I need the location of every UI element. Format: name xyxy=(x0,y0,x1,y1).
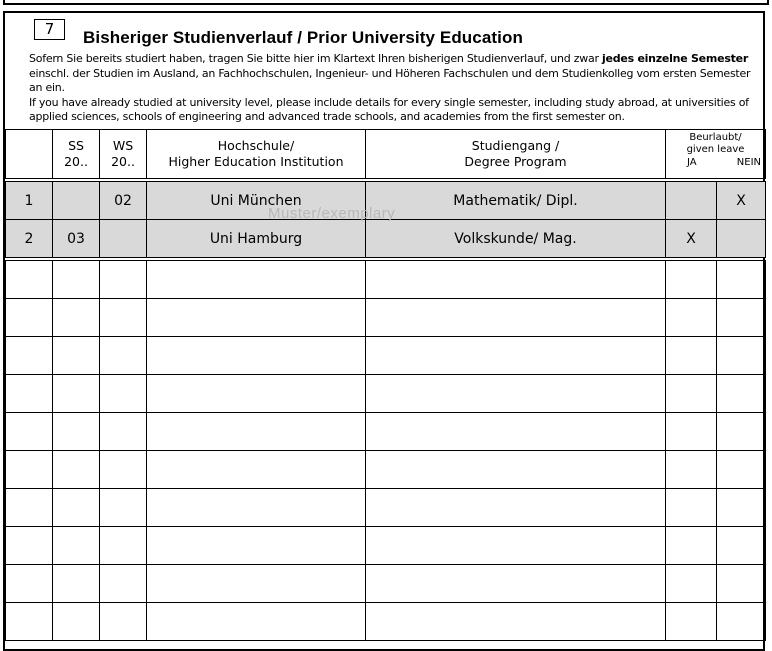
entry-cell-leave-no[interactable] xyxy=(717,527,766,565)
instructions-de-bold: jedes einzelne Semester xyxy=(602,52,749,65)
entry-row xyxy=(6,337,766,375)
entry-cell-institution[interactable] xyxy=(147,565,366,603)
entry-cell-ws[interactable] xyxy=(100,299,147,337)
entry-cell-ws[interactable] xyxy=(100,413,147,451)
entry-cell-ws[interactable] xyxy=(100,527,147,565)
entry-row xyxy=(6,375,766,413)
entry-cell-institution[interactable] xyxy=(147,451,366,489)
cell-ss[interactable]: 03 xyxy=(53,220,100,258)
entry-cell-leave-yes[interactable] xyxy=(666,451,717,489)
entry-cell-institution[interactable] xyxy=(147,375,366,413)
cell-leave-yes[interactable] xyxy=(666,182,717,220)
entry-cell-program[interactable] xyxy=(366,603,666,641)
entry-cell-ss[interactable] xyxy=(53,337,100,375)
entry-cell-leave-yes[interactable] xyxy=(666,527,717,565)
previous-section-border xyxy=(3,0,769,5)
entry-cell-institution[interactable] xyxy=(147,261,366,299)
entry-row xyxy=(6,565,766,603)
cell-no[interactable]: 2 xyxy=(6,220,53,258)
instructions-de-pre: Sofern Sie bereits studiert haben, tragen Sie bitte hier im Klartext Ihren bisherigen Studienverlauf, und zwar xyxy=(29,52,602,65)
entry-cell-leave-no[interactable] xyxy=(717,565,766,603)
entry-cell-leave-no[interactable] xyxy=(717,451,766,489)
entry-cell-program[interactable] xyxy=(366,565,666,603)
entry-cell-ws[interactable] xyxy=(100,489,147,527)
entry-cell-program[interactable] xyxy=(366,337,666,375)
entry-cell-institution[interactable] xyxy=(147,527,366,565)
entry-cell-program[interactable] xyxy=(366,489,666,527)
cell-institution[interactable]: Uni Hamburg xyxy=(147,220,366,258)
entry-cell-leave-no[interactable] xyxy=(717,299,766,337)
entry-cell-leave-yes[interactable] xyxy=(666,375,717,413)
cell-ws[interactable]: 02 xyxy=(100,182,147,220)
header-institution: Hochschule/ Higher Education Institution xyxy=(147,130,366,179)
header-leave-no: NEIN xyxy=(736,157,762,168)
entry-cell-ws[interactable] xyxy=(100,375,147,413)
entry-cell-ss[interactable] xyxy=(53,489,100,527)
entry-cell-ss[interactable] xyxy=(53,603,100,641)
entry-cell-no[interactable] xyxy=(6,261,53,299)
header-row-number xyxy=(6,130,53,179)
entry-cell-leave-yes[interactable] xyxy=(666,603,717,641)
entry-cell-program[interactable] xyxy=(366,451,666,489)
entry-cell-ss[interactable] xyxy=(53,375,100,413)
entry-cell-ws[interactable] xyxy=(100,261,147,299)
cell-program[interactable]: Volkskunde/ Mag. xyxy=(366,220,666,258)
entry-cell-no[interactable] xyxy=(6,451,53,489)
table-header-row xyxy=(6,130,766,179)
entry-cell-leave-yes[interactable] xyxy=(666,261,717,299)
entry-cell-no[interactable] xyxy=(6,565,53,603)
entry-cell-leave-yes[interactable] xyxy=(666,565,717,603)
entry-cell-ss[interactable] xyxy=(53,413,100,451)
cell-ss[interactable] xyxy=(53,182,100,220)
entry-cell-no[interactable] xyxy=(6,375,53,413)
entry-cell-institution[interactable] xyxy=(147,603,366,641)
watermark: Muster/exemplary xyxy=(268,205,396,222)
entry-cell-leave-no[interactable] xyxy=(717,261,766,299)
entry-cell-ws[interactable] xyxy=(100,603,147,641)
entry-cell-program[interactable] xyxy=(366,375,666,413)
entry-row xyxy=(6,603,766,641)
cell-program[interactable]: Mathematik/ Dipl. xyxy=(366,182,666,220)
entry-cell-leave-yes[interactable] xyxy=(666,299,717,337)
entry-cell-leave-no[interactable] xyxy=(717,489,766,527)
cell-institution[interactable]: Uni München xyxy=(147,182,366,220)
entry-cell-no[interactable] xyxy=(6,603,53,641)
cell-ws[interactable] xyxy=(100,220,147,258)
section-title: Bisheriger Studienverlauf / Prior University Education xyxy=(83,28,523,47)
header-leave-yes: JA xyxy=(687,157,697,168)
header-ss: SS 20.. xyxy=(53,130,100,179)
entry-cell-ss[interactable] xyxy=(53,451,100,489)
entry-row xyxy=(6,527,766,565)
entry-row xyxy=(6,413,766,451)
entry-cell-leave-no[interactable] xyxy=(717,375,766,413)
instructions-en: If you have already studied at university level, please include details for every single semester, including study abroad, at universities of applied sciences, schools of engineering and advanced trade schools, and academies from the first semester on. xyxy=(29,95,749,123)
entry-cell-program[interactable] xyxy=(366,413,666,451)
cell-no[interactable]: 1 xyxy=(6,182,53,220)
entry-cell-ss[interactable] xyxy=(53,527,100,565)
entry-cell-leave-yes[interactable] xyxy=(666,489,717,527)
entry-cell-leave-yes[interactable] xyxy=(666,413,717,451)
entry-row xyxy=(6,451,766,489)
entry-cell-ss[interactable] xyxy=(53,565,100,603)
entry-row xyxy=(6,299,766,337)
entry-cell-institution[interactable] xyxy=(147,413,366,451)
entry-cell-no[interactable] xyxy=(6,527,53,565)
entry-cell-institution[interactable] xyxy=(147,299,366,337)
instructions xyxy=(29,52,754,125)
entry-cell-ws[interactable] xyxy=(100,451,147,489)
example-row xyxy=(6,220,766,258)
entry-cell-leave-no[interactable] xyxy=(717,413,766,451)
entry-cell-ss[interactable] xyxy=(53,261,100,299)
entry-cell-leave-no[interactable] xyxy=(717,337,766,375)
header-program: Studiengang / Degree Program xyxy=(366,130,666,179)
entry-cell-ws[interactable] xyxy=(100,337,147,375)
entry-cell-program[interactable] xyxy=(366,299,666,337)
entry-cell-no[interactable] xyxy=(6,299,53,337)
entry-cell-leave-yes[interactable] xyxy=(666,337,717,375)
entry-cell-no[interactable] xyxy=(6,337,53,375)
entry-cell-leave-no[interactable] xyxy=(717,603,766,641)
entry-cell-program[interactable] xyxy=(366,261,666,299)
cell-leave-no[interactable] xyxy=(717,220,766,258)
entry-row xyxy=(6,261,766,299)
entry-cell-ss[interactable] xyxy=(53,299,100,337)
section-number: 7 xyxy=(34,19,65,40)
header-leave: Beurlaubt/ given leave JA NEIN xyxy=(666,130,766,179)
header-ws: WS 20.. xyxy=(100,130,147,179)
instructions-de-post: einschl. der Studien im Ausland, an Fachhochschulen, Ingenieur- und Höheren Fachschulen und dem Studienkolleg vom ersten Semester an ein. xyxy=(29,66,751,94)
entry-row xyxy=(6,489,766,527)
cell-leave-no[interactable]: X xyxy=(717,182,766,220)
entry-cell-institution[interactable] xyxy=(147,337,366,375)
entry-cell-no[interactable] xyxy=(6,413,53,451)
cell-leave-yes[interactable]: X xyxy=(666,220,717,258)
entry-cell-ws[interactable] xyxy=(100,565,147,603)
entry-cell-institution[interactable] xyxy=(147,489,366,527)
entry-cell-no[interactable] xyxy=(6,489,53,527)
entry-cell-program[interactable] xyxy=(366,527,666,565)
